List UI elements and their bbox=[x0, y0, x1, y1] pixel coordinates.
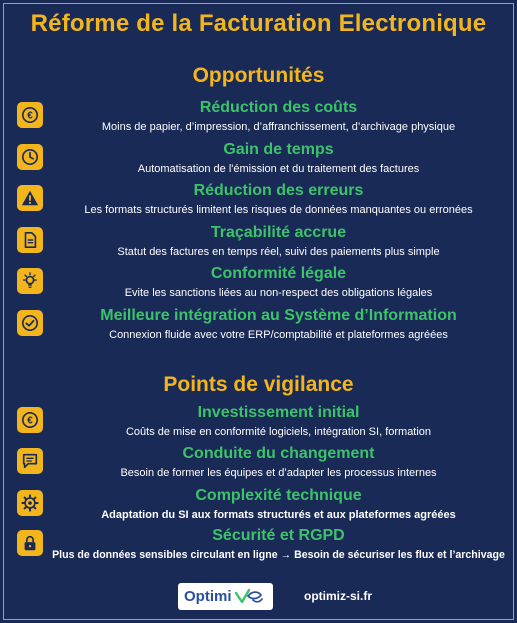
opportunity-item bbox=[0, 307, 517, 347]
opportunity-description: Moins de papier, d’impression, d’affranchissement, d’archivage physique bbox=[101, 121, 456, 133]
opportunity-title: Traçabilité accrue bbox=[210, 224, 347, 241]
vigilance-title: Complexité technique bbox=[195, 487, 362, 504]
logo-mark-icon bbox=[234, 587, 264, 607]
vigilance-item bbox=[0, 404, 517, 444]
opportunity-title: Réduction des erreurs bbox=[193, 182, 364, 199]
vigilance-description: Adaptation du SI aux formats structurés et aux plateformes agréées bbox=[101, 509, 456, 521]
company-logo[interactable] bbox=[178, 583, 273, 610]
opportunity-item bbox=[0, 99, 517, 139]
opportunity-description: Statut des factures en temps réel, suivi des paiements plus simple bbox=[117, 246, 440, 258]
website-link[interactable]: optimiz-si.fr bbox=[304, 589, 372, 603]
opportunity-title: Conformité légale bbox=[210, 265, 347, 282]
vigilance-title: Sécurité et RGPD bbox=[212, 527, 345, 544]
logo-text: Optimi bbox=[184, 588, 232, 605]
vigilance-title: Conduite du changement bbox=[182, 445, 375, 462]
opportunity-title: Gain de temps bbox=[223, 141, 334, 158]
opportunity-item bbox=[0, 224, 517, 264]
opportunity-item bbox=[0, 265, 517, 305]
svg-text:€: € bbox=[27, 110, 33, 122]
vigilance-title: Investissement initial bbox=[197, 404, 360, 421]
opportunity-description: Connexion fluide avec votre ERP/comptabilité et plateformes agréées bbox=[109, 329, 448, 341]
opportunity-item bbox=[0, 182, 517, 222]
vigilance-item bbox=[0, 487, 517, 527]
opportunity-description: Evite les sanctions liées au non-respect des obligations légales bbox=[124, 287, 433, 299]
section-heading-opportunities: Opportunités bbox=[192, 64, 325, 87]
opportunity-description: Les formats structurés limitent les risques de données manquantes ou erronées bbox=[84, 204, 473, 216]
section-heading-vigilance: Points de vigilance bbox=[163, 373, 354, 396]
vigilance-item bbox=[0, 445, 517, 485]
vigilance-description: Besoin de former les équipes et d’adapter les processus internes bbox=[120, 467, 437, 479]
svg-text:€: € bbox=[27, 415, 33, 427]
vigilance-description: Plus de données sensibles circulant en ligne → Besoin de sécuriser les flux et l’archivage bbox=[52, 549, 505, 561]
vigilance-item bbox=[0, 527, 517, 567]
opportunity-description: Automatisation de l'émission et du traitement des factures bbox=[137, 163, 420, 175]
opportunity-title: Meilleure intégration au Système d’Information bbox=[100, 307, 457, 324]
opportunity-item bbox=[0, 141, 517, 181]
vigilance-description: Coûts de mise en conformité logiciels, intégration SI, formation bbox=[125, 426, 432, 438]
page-title: Réforme de la Facturation Electronique bbox=[30, 10, 487, 37]
opportunity-title: Réduction des coûts bbox=[199, 99, 358, 116]
